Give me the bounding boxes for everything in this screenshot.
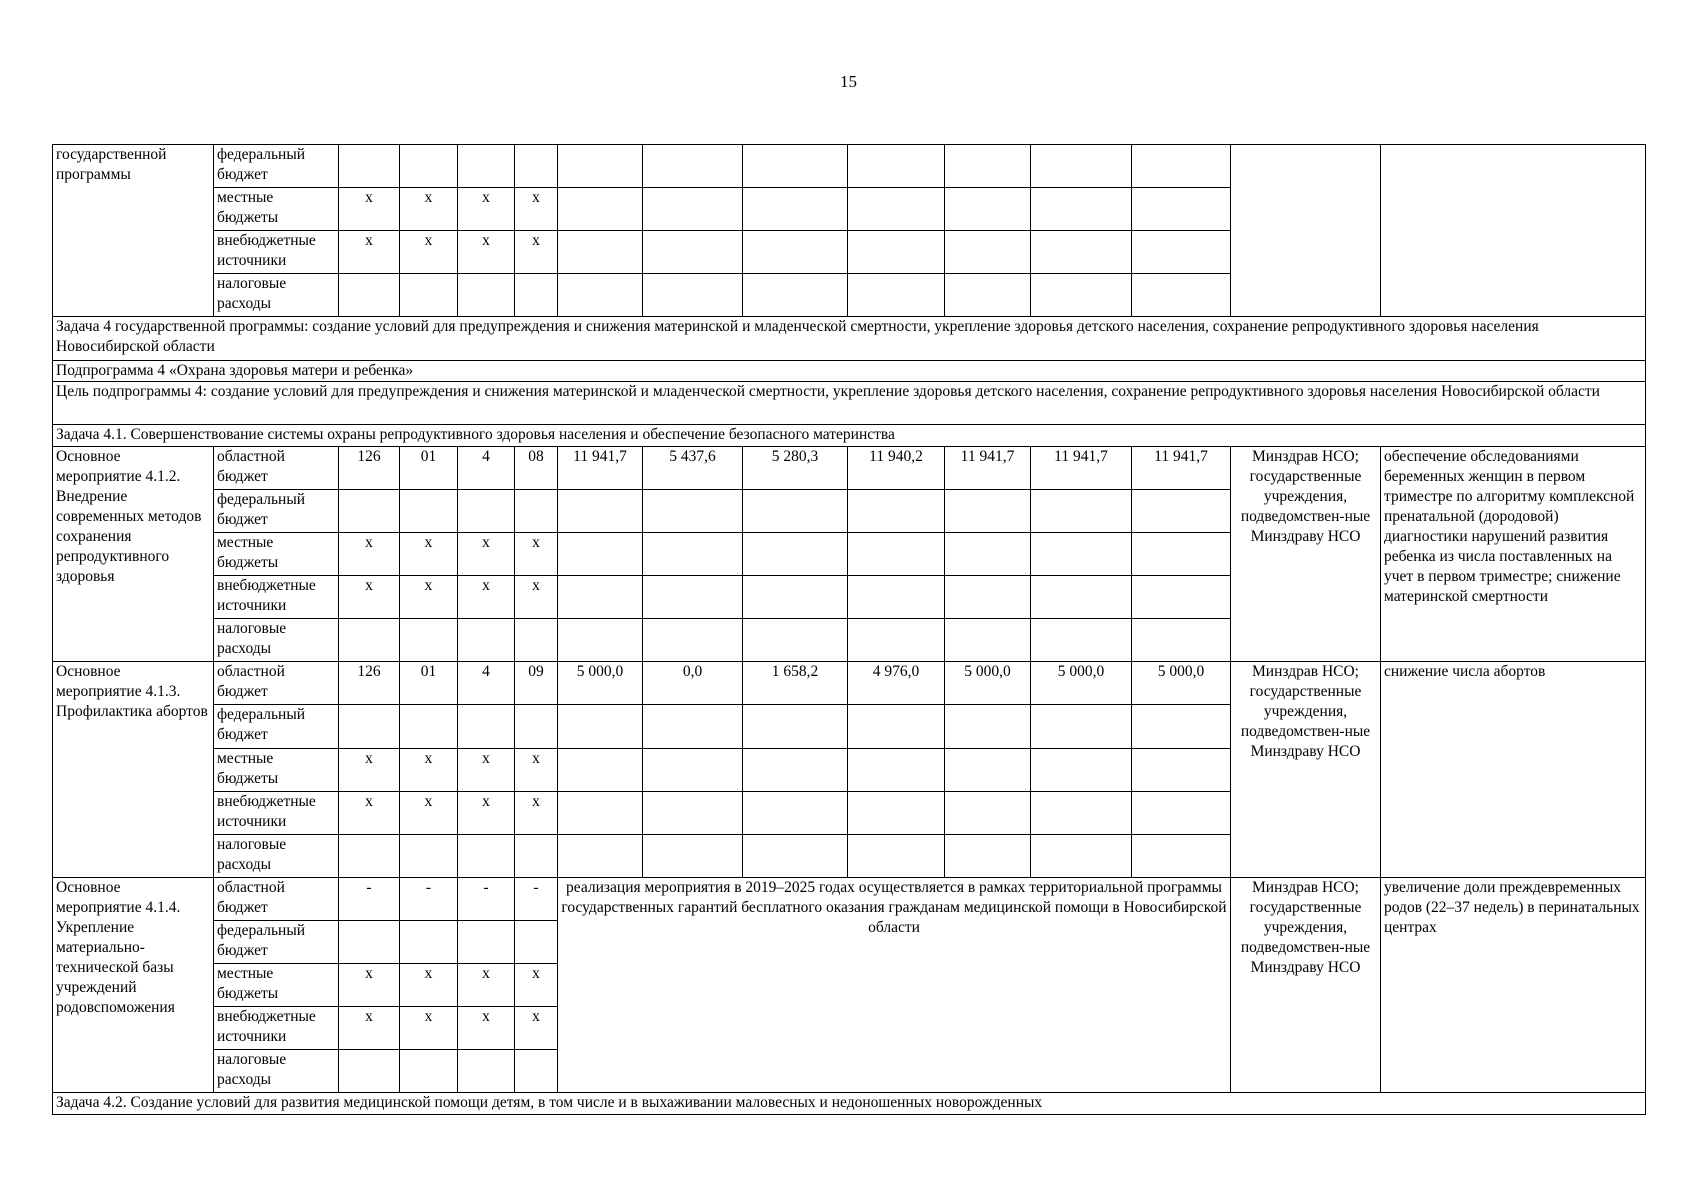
- code-cell: 4: [458, 662, 515, 705]
- code-cell: [458, 619, 515, 662]
- value-cell: [848, 231, 945, 274]
- code-cell: x: [458, 576, 515, 619]
- value-cell: [848, 576, 945, 619]
- code-cell: [458, 1050, 515, 1093]
- value-cell: [643, 532, 743, 575]
- code-cell: [515, 1050, 558, 1093]
- value-cell: [558, 274, 643, 317]
- value-cell: 1 658,2: [743, 662, 848, 705]
- code-cell: x: [515, 1007, 558, 1050]
- value-cell: [1031, 748, 1132, 791]
- value-cell: 5 000,0: [945, 662, 1031, 705]
- table-row: [53, 360, 1646, 382]
- code-cell: x: [515, 748, 558, 791]
- code-cell: [515, 705, 558, 748]
- value-cell: [1031, 231, 1132, 274]
- value-cell: [743, 188, 848, 231]
- value-cell: [945, 576, 1031, 619]
- code-cell: [339, 619, 400, 662]
- source-name: областной бюджет: [214, 877, 339, 920]
- result-cell: обеспечение обследованиями беременных женщин в первом триместре по алгоритму комплексной пренатальной (дородовой) диагностики нарушений развития ребенка из числа поставленных на учет в первом триместре; снижение материнской смертности: [1381, 446, 1646, 662]
- value-cell: [945, 145, 1031, 188]
- code-cell: x: [400, 532, 458, 575]
- table-row: [53, 662, 1646, 705]
- value-cell: [1031, 834, 1132, 877]
- value-cell: 4 976,0: [848, 662, 945, 705]
- code-cell: [339, 705, 400, 748]
- code-cell: 09: [515, 662, 558, 705]
- code-cell: -: [458, 877, 515, 920]
- source-name: федеральный бюджет: [214, 920, 339, 963]
- value-cell: [1132, 231, 1231, 274]
- value-cell: 5 280,3: [743, 446, 848, 489]
- code-cell: [515, 834, 558, 877]
- value-cell: [848, 791, 945, 834]
- value-cell: [848, 705, 945, 748]
- code-cell: x: [458, 188, 515, 231]
- source-name: областной бюджет: [214, 662, 339, 705]
- measure-title: Основное мероприятие 4.1.2. Внедрение современных методов сохранения репродуктивного здоровья: [53, 446, 214, 662]
- code-cell: x: [339, 188, 400, 231]
- value-cell: [558, 489, 643, 532]
- value-cell: [558, 532, 643, 575]
- code-cell: [400, 705, 458, 748]
- table-row: [53, 446, 1646, 489]
- value-cell: [945, 188, 1031, 231]
- code-cell: [400, 619, 458, 662]
- value-cell: [743, 231, 848, 274]
- value-cell: 11 941,7: [1031, 446, 1132, 489]
- executor-cell: Минздрав НСО; государственные учреждения, подведомствен-ные Минздраву НСО: [1231, 662, 1381, 878]
- value-cell: [848, 145, 945, 188]
- source-name: федеральный бюджет: [214, 489, 339, 532]
- value-cell: [945, 274, 1031, 317]
- code-cell: 126: [339, 662, 400, 705]
- value-cell: [1031, 274, 1132, 317]
- value-cell: [945, 705, 1031, 748]
- value-cell: [1132, 489, 1231, 532]
- value-cell: [643, 834, 743, 877]
- value-cell: [643, 188, 743, 231]
- code-cell: [515, 920, 558, 963]
- value-cell: 11 941,7: [1132, 446, 1231, 489]
- code-cell: x: [515, 964, 558, 1007]
- value-cell: [743, 791, 848, 834]
- value-cell: [558, 188, 643, 231]
- value-cell: [743, 576, 848, 619]
- code-cell: x: [515, 231, 558, 274]
- code-cell: x: [458, 748, 515, 791]
- value-cell: [743, 274, 848, 317]
- value-cell: [848, 274, 945, 317]
- value-cell: 5 437,6: [643, 446, 743, 489]
- page-number: 15: [840, 72, 857, 91]
- source-name: налоговые расходы: [214, 619, 339, 662]
- value-cell: [945, 834, 1031, 877]
- value-cell: 11 941,7: [558, 446, 643, 489]
- value-cell: [848, 532, 945, 575]
- source-name: местные бюджеты: [214, 964, 339, 1007]
- code-cell: x: [400, 748, 458, 791]
- value-cell: [558, 791, 643, 834]
- value-cell: [1132, 619, 1231, 662]
- code-cell: x: [339, 576, 400, 619]
- table-row: [53, 1093, 1646, 1115]
- value-cell: [848, 619, 945, 662]
- code-cell: [458, 834, 515, 877]
- executor-cell: Минздрав НСО; государственные учреждения, подведомствен-ные Минздраву НСО: [1231, 446, 1381, 662]
- value-cell: [848, 188, 945, 231]
- value-cell: [643, 576, 743, 619]
- value-cell: [558, 145, 643, 188]
- code-cell: 126: [339, 446, 400, 489]
- source-name: федеральный бюджет: [214, 705, 339, 748]
- source-name: внебюджетные источники: [214, 791, 339, 834]
- value-cell: [743, 489, 848, 532]
- value-cell: [743, 834, 848, 877]
- code-cell: [339, 489, 400, 532]
- value-cell: [1132, 532, 1231, 575]
- value-cell: [643, 274, 743, 317]
- table-row: [53, 382, 1646, 425]
- code-cell: x: [458, 532, 515, 575]
- code-cell: 08: [515, 446, 558, 489]
- code-cell: 01: [400, 662, 458, 705]
- code-cell: [458, 489, 515, 532]
- value-cell: 11 941,7: [945, 446, 1031, 489]
- code-cell: x: [515, 576, 558, 619]
- subprogram-4-title: Подпрограмма 4 «Охрана здоровья матери и ребенка»: [53, 360, 1646, 382]
- code-cell: [339, 274, 400, 317]
- code-cell: x: [515, 188, 558, 231]
- value-cell: [1132, 274, 1231, 317]
- value-cell: [945, 619, 1031, 662]
- executor-cell: Минздрав НСО; государственные учреждения, подведомствен-ные Минздраву НСО: [1231, 877, 1381, 1093]
- code-cell: x: [339, 231, 400, 274]
- value-cell: [558, 231, 643, 274]
- source-name: местные бюджеты: [214, 188, 339, 231]
- code-cell: -: [400, 877, 458, 920]
- value-cell: [558, 576, 643, 619]
- task-4-text: Задача 4 государственной программы: создание условий для предупреждения и снижения материнской и младенческой смертности, укрепление здоровья детского населения, сохранение репродуктивного здоровья населения Новосибирской области: [53, 317, 1646, 360]
- code-cell: [400, 834, 458, 877]
- code-cell: x: [400, 791, 458, 834]
- value-cell: [1132, 576, 1231, 619]
- result-cell: снижение числа абортов: [1381, 662, 1646, 878]
- value-cell: [743, 145, 848, 188]
- source-name: внебюджетные источники: [214, 576, 339, 619]
- value-cell: [1132, 705, 1231, 748]
- source-name: налоговые расходы: [214, 834, 339, 877]
- result-cell: [1381, 145, 1646, 317]
- code-cell: x: [400, 231, 458, 274]
- value-cell: [1031, 619, 1132, 662]
- code-cell: [458, 920, 515, 963]
- code-cell: x: [339, 1007, 400, 1050]
- code-cell: x: [339, 532, 400, 575]
- code-cell: 4: [458, 446, 515, 489]
- executor-cell: [1231, 145, 1381, 317]
- source-name: налоговые расходы: [214, 1050, 339, 1093]
- value-cell: 11 940,2: [848, 446, 945, 489]
- value-cell: [1031, 705, 1132, 748]
- code-cell: [339, 1050, 400, 1093]
- value-cell: [743, 619, 848, 662]
- value-cell: [945, 489, 1031, 532]
- value-cell: [643, 619, 743, 662]
- value-cell: [643, 748, 743, 791]
- value-cell: [558, 705, 643, 748]
- value-cell: [558, 834, 643, 877]
- source-name: местные бюджеты: [214, 748, 339, 791]
- code-cell: [458, 705, 515, 748]
- value-cell: [945, 532, 1031, 575]
- code-cell: x: [400, 188, 458, 231]
- code-cell: [400, 274, 458, 317]
- value-cell: [1031, 791, 1132, 834]
- code-cell: x: [458, 791, 515, 834]
- task-4-2-text: Задача 4.2. Создание условий для развития медицинской помощи детям, в том числе и в выхаживании маловесных и недоношенных новорожденных: [53, 1093, 1646, 1115]
- code-cell: x: [400, 964, 458, 1007]
- value-cell: [1132, 748, 1231, 791]
- code-cell: x: [515, 791, 558, 834]
- code-cell: [515, 619, 558, 662]
- value-cell: [643, 231, 743, 274]
- measure-title: Основное мероприятие 4.1.4. Укрепление материально-технической базы учреждений родовспоможения: [53, 877, 214, 1093]
- value-cell: [643, 489, 743, 532]
- code-cell: [515, 145, 558, 188]
- value-cell: 5 000,0: [1132, 662, 1231, 705]
- value-cell: 5 000,0: [558, 662, 643, 705]
- value-cell: [1132, 834, 1231, 877]
- code-cell: [515, 274, 558, 317]
- code-cell: [339, 145, 400, 188]
- code-cell: x: [458, 231, 515, 274]
- table-row: [53, 145, 1646, 188]
- code-cell: [400, 145, 458, 188]
- goal-4-text: Цель подпрограммы 4: создание условий для предупреждения и снижения материнской и младенческой смертности, укрепление здоровья детского населения, сохранение репродуктивного здоровья населения Новосибирской области: [53, 382, 1646, 425]
- value-cell: [643, 145, 743, 188]
- value-cell: [1031, 532, 1132, 575]
- code-cell: [339, 834, 400, 877]
- code-cell: [400, 1050, 458, 1093]
- table-row: [53, 425, 1646, 447]
- source-name: внебюджетные источники: [214, 1007, 339, 1050]
- code-cell: x: [400, 576, 458, 619]
- value-cell: [945, 791, 1031, 834]
- value-cell: [743, 532, 848, 575]
- code-cell: [458, 274, 515, 317]
- table-row: [53, 317, 1646, 360]
- measure-title: Основное мероприятие 4.1.3. Профилактика абортов: [53, 662, 214, 878]
- source-name: областной бюджет: [214, 446, 339, 489]
- value-cell: [558, 748, 643, 791]
- value-cell: [743, 748, 848, 791]
- value-cell: [643, 791, 743, 834]
- value-cell: 0,0: [643, 662, 743, 705]
- code-cell: x: [400, 1007, 458, 1050]
- value-cell: [1132, 145, 1231, 188]
- value-cell: [945, 748, 1031, 791]
- code-cell: 01: [400, 446, 458, 489]
- value-cell: [848, 748, 945, 791]
- code-cell: [515, 489, 558, 532]
- value-cell: [558, 619, 643, 662]
- code-cell: [458, 145, 515, 188]
- code-cell: -: [339, 877, 400, 920]
- table-row: [53, 877, 1646, 920]
- code-cell: x: [339, 748, 400, 791]
- source-name: налоговые расходы: [214, 274, 339, 317]
- value-cell: [1031, 576, 1132, 619]
- value-cell: [848, 489, 945, 532]
- measure-note: реализация мероприятия в 2019–2025 годах осуществляется в рамках территориальной программы государственных гарантий бесплатного оказания гражданам медицинской помощи в Новосибирской области: [558, 877, 1231, 1093]
- code-cell: x: [458, 964, 515, 1007]
- value-cell: [1031, 188, 1132, 231]
- value-cell: [1132, 791, 1231, 834]
- code-cell: x: [339, 964, 400, 1007]
- value-cell: [743, 705, 848, 748]
- code-cell: [400, 920, 458, 963]
- value-cell: [848, 834, 945, 877]
- code-cell: x: [458, 1007, 515, 1050]
- code-cell: x: [515, 532, 558, 575]
- code-cell: [400, 489, 458, 532]
- source-name: федеральный бюджет: [214, 145, 339, 188]
- value-cell: [643, 705, 743, 748]
- task-4-1-text: Задача 4.1. Совершенствование системы охраны репродуктивного здоровья населения и обеспечение безопасного материнства: [53, 425, 1646, 447]
- result-cell: увеличение доли преждевременных родов (22–37 недель) в перинатальных центрах: [1381, 877, 1646, 1093]
- source-name: внебюджетные источники: [214, 231, 339, 274]
- value-cell: [1031, 489, 1132, 532]
- value-cell: 5 000,0: [1031, 662, 1132, 705]
- value-cell: [1132, 188, 1231, 231]
- code-cell: [339, 920, 400, 963]
- program-table: [52, 144, 1646, 1115]
- code-cell: x: [339, 791, 400, 834]
- value-cell: [945, 231, 1031, 274]
- block-label: государственной программы: [53, 145, 214, 317]
- source-name: местные бюджеты: [214, 532, 339, 575]
- code-cell: -: [515, 877, 558, 920]
- value-cell: [1031, 145, 1132, 188]
